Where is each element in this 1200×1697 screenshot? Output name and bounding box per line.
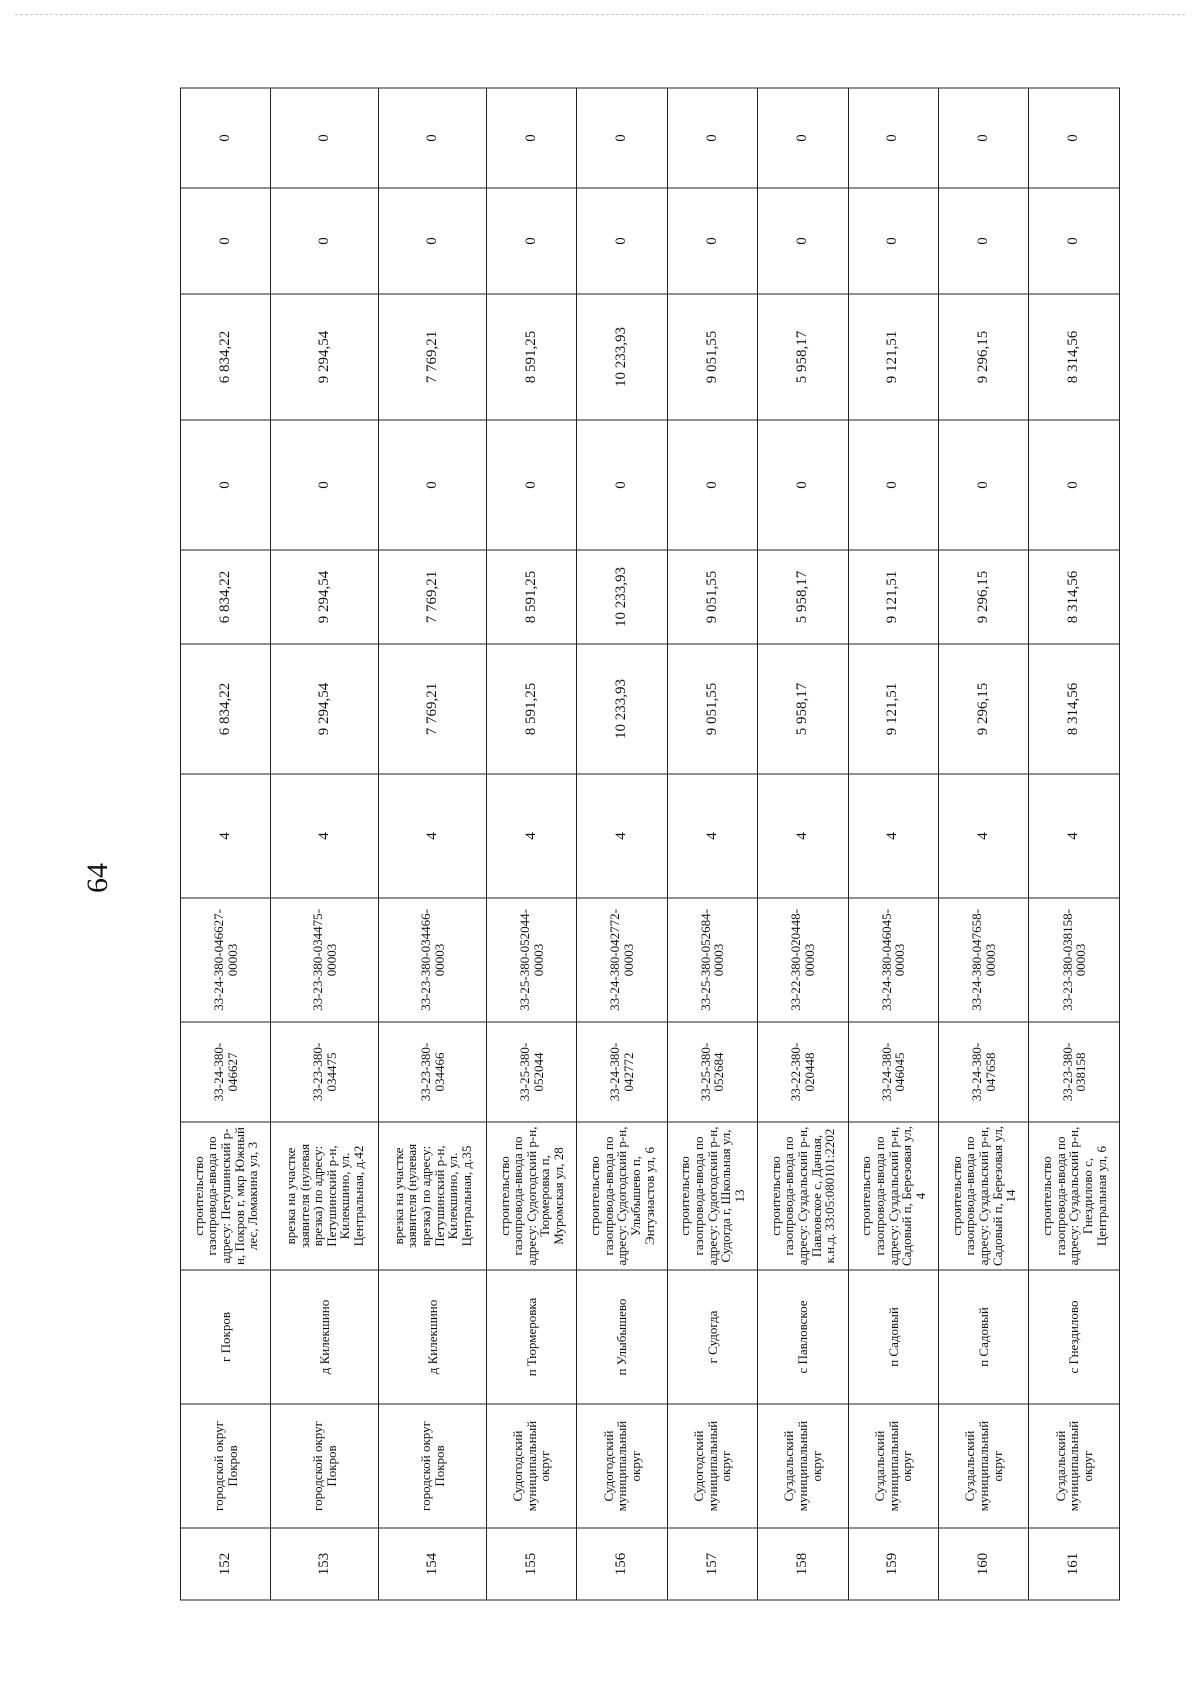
cell-amount-c: 9 121,51 xyxy=(848,294,938,420)
cell-amount-d: 0 xyxy=(1029,188,1120,294)
cell-amount-b: 0 xyxy=(758,420,848,550)
cell-settlement: с Павловское xyxy=(758,1270,848,1404)
cell-category: 4 xyxy=(939,774,1029,898)
cell-district: Суздальский муниципальный округ xyxy=(848,1404,938,1528)
cell-district: Судогодский муниципальный округ xyxy=(486,1404,576,1528)
cell-amount-a: 6 834,22 xyxy=(181,550,271,644)
cell-amount-b: 0 xyxy=(667,420,757,550)
cell-amount-e: 0 xyxy=(486,88,576,188)
cell-amount-e: 0 xyxy=(379,88,487,188)
cell-settlement: г Покров xyxy=(181,1270,271,1404)
cell-amount-total: 8 591,25 xyxy=(486,644,576,774)
cell-settlement: г Судогда xyxy=(667,1270,757,1404)
cell-object: строительство газопровода-ввода по адресу: Судогодский р-н, Улыбышево п, Энтузиастов ул, 6 xyxy=(577,1122,667,1270)
cell-amount-c: 10 233,93 xyxy=(577,294,667,420)
cell-amount-total: 7 769,21 xyxy=(379,644,487,774)
cell-district: городской округ Покров xyxy=(271,1404,379,1528)
cell-no: 156 xyxy=(577,1528,667,1600)
cell-settlement: п Садовый xyxy=(939,1270,1029,1404)
cell-amount-d: 0 xyxy=(848,188,938,294)
cell-request-id: 33-24-380-046627-00003 xyxy=(181,898,271,1022)
cell-code: 33-23-380-034466 xyxy=(379,1022,487,1122)
cell-request-id: 33-23-380-034475-00003 xyxy=(271,898,379,1022)
cell-amount-b: 0 xyxy=(848,420,938,550)
cell-no: 154 xyxy=(379,1528,487,1600)
cell-amount-total: 9 121,51 xyxy=(848,644,938,774)
table-row xyxy=(1029,88,1120,1600)
table-row xyxy=(848,88,938,1600)
cell-district: Суздальский муниципальный округ xyxy=(1029,1404,1120,1528)
cell-amount-c: 8 314,56 xyxy=(1029,294,1120,420)
cell-amount-d: 0 xyxy=(758,188,848,294)
cell-amount-d: 0 xyxy=(486,188,576,294)
cell-no: 155 xyxy=(486,1528,576,1600)
cell-amount-b: 0 xyxy=(486,420,576,550)
cell-request-id: 33-23-380-038158-00003 xyxy=(1029,898,1120,1022)
table-row xyxy=(379,88,487,1600)
cell-amount-total: 8 314,56 xyxy=(1029,644,1120,774)
cell-no: 159 xyxy=(848,1528,938,1600)
cell-amount-b: 0 xyxy=(939,420,1029,550)
cell-object: строительство газопровода-ввода по адресу: Судогодский р-н, Судогда г, Школьная ул, 13 xyxy=(667,1122,757,1270)
cell-amount-b: 0 xyxy=(1029,420,1120,550)
cell-code: 33-25-380-052684 xyxy=(667,1022,757,1122)
cell-amount-e: 0 xyxy=(939,88,1029,188)
cell-amount-d: 0 xyxy=(939,188,1029,294)
cell-category: 4 xyxy=(1029,774,1120,898)
cell-request-id: 33-25-380-052044-00003 xyxy=(486,898,576,1022)
table-row xyxy=(577,88,667,1600)
cell-amount-b: 0 xyxy=(379,420,487,550)
cell-amount-b: 0 xyxy=(181,420,271,550)
cell-code: 33-24-380-042772 xyxy=(577,1022,667,1122)
table-row xyxy=(667,88,757,1600)
cell-amount-a: 9 051,55 xyxy=(667,550,757,644)
page-number: 64 xyxy=(81,863,114,893)
table-row xyxy=(181,88,271,1600)
cell-request-id: 33-25-380-052684-00003 xyxy=(667,898,757,1022)
cell-amount-d: 0 xyxy=(271,188,379,294)
table-body xyxy=(181,88,1120,1600)
cell-amount-a: 8 314,56 xyxy=(1029,550,1120,644)
cell-no: 153 xyxy=(271,1528,379,1600)
cell-amount-total: 9 051,55 xyxy=(667,644,757,774)
cell-amount-total: 5 958,17 xyxy=(758,644,848,774)
cell-amount-e: 0 xyxy=(181,88,271,188)
cell-amount-d: 0 xyxy=(577,188,667,294)
cell-amount-a: 9 296,15 xyxy=(939,550,1029,644)
cell-object: строительство газопровода-ввода по адресу: Суздальский р-н, Гнездилово с, Центральная ул, 6 xyxy=(1029,1122,1120,1270)
cell-code: 33-25-380-052044 xyxy=(486,1022,576,1122)
cell-amount-a: 9 121,51 xyxy=(848,550,938,644)
cell-amount-e: 0 xyxy=(577,88,667,188)
cell-no: 152 xyxy=(181,1528,271,1600)
cell-amount-e: 0 xyxy=(1029,88,1120,188)
cell-object: врезка на участке заявителя (нулевая врезка) по адресу: Петушинский р-н, Килекшино, ул. Центральная, д.42 xyxy=(271,1122,379,1270)
cell-category: 4 xyxy=(848,774,938,898)
table-row xyxy=(486,88,576,1600)
cell-object: строительство газопровода-ввода по адресу: Суздальский р-н, Садовый п, Березовая ул, 4 xyxy=(848,1122,938,1270)
cell-category: 4 xyxy=(271,774,379,898)
cell-request-id: 33-24-380-042772-00003 xyxy=(577,898,667,1022)
cell-district: городской округ Покров xyxy=(379,1404,487,1528)
cell-amount-c: 8 591,25 xyxy=(486,294,576,420)
cell-amount-a: 8 591,25 xyxy=(486,550,576,644)
cell-district: Судогодский муниципальный округ xyxy=(667,1404,757,1528)
cell-category: 4 xyxy=(181,774,271,898)
cell-category: 4 xyxy=(667,774,757,898)
cell-object: врезка на участке заявителя (нулевая врезка) по адресу: Петушинский р-н, Килекшино, ул. Центральная, д.35 xyxy=(379,1122,487,1270)
cell-settlement: п Садовый xyxy=(848,1270,938,1404)
cell-amount-c: 7 769,21 xyxy=(379,294,487,420)
cell-amount-a: 5 958,17 xyxy=(758,550,848,644)
cell-amount-d: 0 xyxy=(667,188,757,294)
cell-code: 33-24-380-047658 xyxy=(939,1022,1029,1122)
cell-amount-a: 7 769,21 xyxy=(379,550,487,644)
cell-category: 4 xyxy=(577,774,667,898)
cell-amount-total: 9 294,54 xyxy=(271,644,379,774)
cell-settlement: д Килекшино xyxy=(379,1270,487,1404)
cell-settlement: п Тюрмеровка xyxy=(486,1270,576,1404)
table-container xyxy=(180,88,1120,1600)
cell-amount-e: 0 xyxy=(271,88,379,188)
cell-amount-d: 0 xyxy=(379,188,487,294)
cell-no: 160 xyxy=(939,1528,1029,1600)
cell-amount-e: 0 xyxy=(848,88,938,188)
cell-no: 157 xyxy=(667,1528,757,1600)
cell-no: 158 xyxy=(758,1528,848,1600)
cell-settlement: п Улыбышево xyxy=(577,1270,667,1404)
cell-amount-c: 9 296,15 xyxy=(939,294,1029,420)
cell-amount-a: 9 294,54 xyxy=(271,550,379,644)
cell-request-id: 33-24-380-047658-00003 xyxy=(939,898,1029,1022)
cell-code: 33-22-380-020448 xyxy=(758,1022,848,1122)
table-row xyxy=(271,88,379,1600)
table-row xyxy=(758,88,848,1600)
cell-amount-c: 5 958,17 xyxy=(758,294,848,420)
cell-request-id: 33-23-380-034466-00003 xyxy=(379,898,487,1022)
scan-border-line xyxy=(15,14,1185,15)
cell-district: Суздальский муниципальный округ xyxy=(939,1404,1029,1528)
cell-settlement: д Килекшино xyxy=(271,1270,379,1404)
cell-category: 4 xyxy=(379,774,487,898)
cell-amount-total: 6 834,22 xyxy=(181,644,271,774)
cell-object: строительство газопровода-ввода по адресу: Суздальский р-н, Садовый п, Березовая ул, 14 xyxy=(939,1122,1029,1270)
cell-category: 4 xyxy=(758,774,848,898)
cell-settlement: с Гнездилово xyxy=(1029,1270,1120,1404)
cell-amount-e: 0 xyxy=(758,88,848,188)
cell-amount-c: 9 294,54 xyxy=(271,294,379,420)
cell-object: строительство газопровода-ввода по адресу: Петушинский р-н, Покров г, мкр Южный лес, Ломакина ул, 3 xyxy=(181,1122,271,1270)
cell-amount-c: 9 051,55 xyxy=(667,294,757,420)
cell-no: 161 xyxy=(1029,1528,1120,1600)
cell-amount-d: 0 xyxy=(181,188,271,294)
data-table xyxy=(180,88,1120,1601)
cell-code: 33-24-380-046045 xyxy=(848,1022,938,1122)
cell-code: 33-23-380-038158 xyxy=(1029,1022,1120,1122)
table-row xyxy=(939,88,1029,1600)
cell-category: 4 xyxy=(486,774,576,898)
cell-amount-b: 0 xyxy=(271,420,379,550)
cell-request-id: 33-24-380-046045-00003 xyxy=(848,898,938,1022)
cell-district: городской округ Покров xyxy=(181,1404,271,1528)
cell-object: строительство газопровода-ввода по адресу: Суздальский р-н, Павловское с, Дачная, к.н.д. 33:05:080101:2202 xyxy=(758,1122,848,1270)
cell-code: 33-23-380-034475 xyxy=(271,1022,379,1122)
cell-amount-a: 10 233,93 xyxy=(577,550,667,644)
cell-amount-b: 0 xyxy=(577,420,667,550)
cell-amount-e: 0 xyxy=(667,88,757,188)
cell-request-id: 33-22-380-020448-00003 xyxy=(758,898,848,1022)
cell-object: строительство газопровода-ввода по адресу: Судогодский р-н, Тюрмеровка п, Муромская ул, 28 xyxy=(486,1122,576,1270)
cell-district: Судогодский муниципальный округ xyxy=(577,1404,667,1528)
cell-code: 33-24-380-046627 xyxy=(181,1022,271,1122)
cell-amount-total: 9 296,15 xyxy=(939,644,1029,774)
cell-amount-total: 10 233,93 xyxy=(577,644,667,774)
cell-amount-c: 6 834,22 xyxy=(181,294,271,420)
cell-district: Суздальский муниципальный округ xyxy=(758,1404,848,1528)
